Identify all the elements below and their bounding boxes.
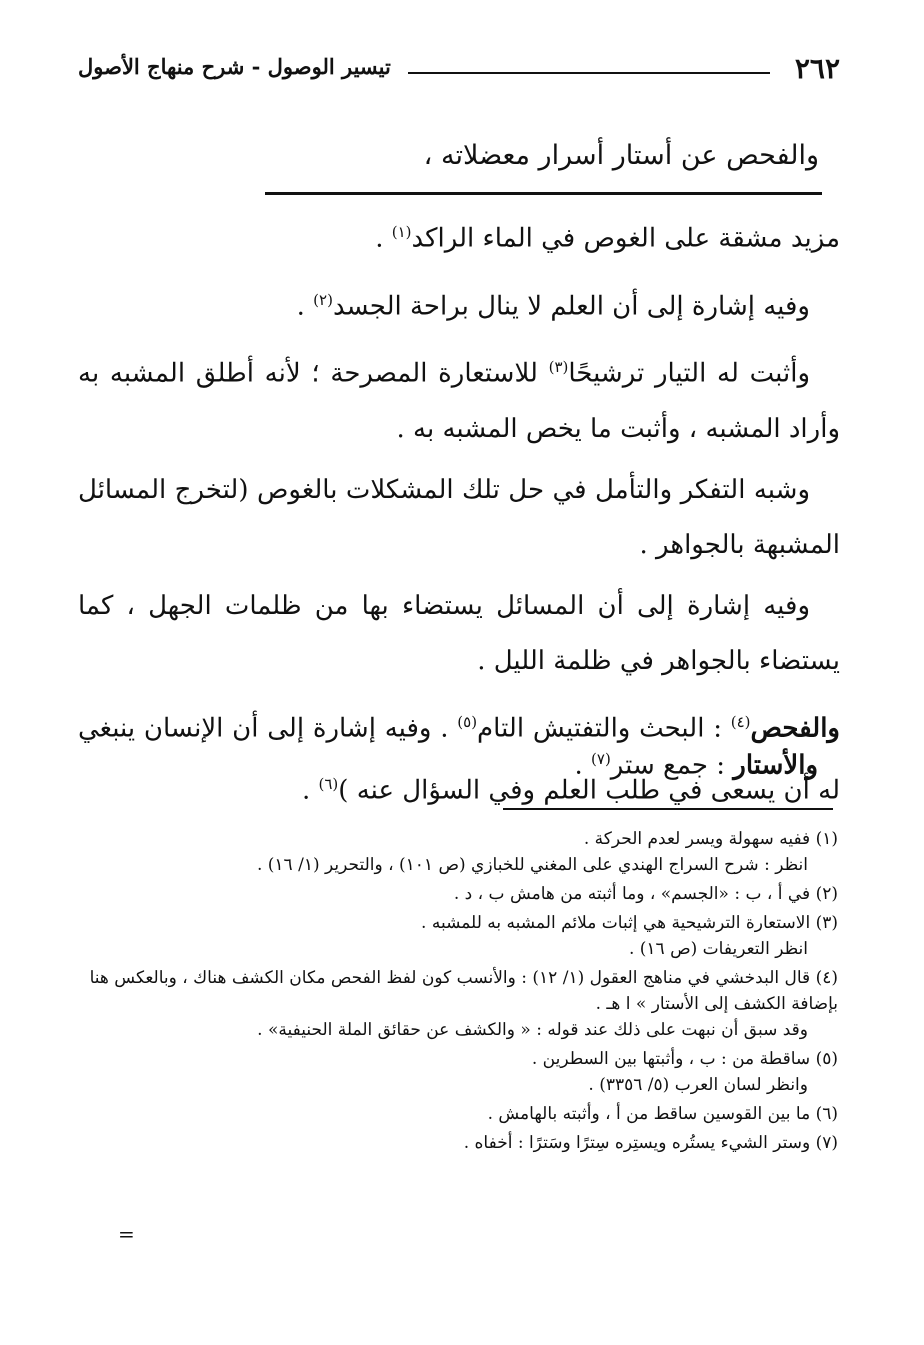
footnote-4-line-1: (٤) قال البدخشي في مناهج العقول (١/ ١٢) : والأنسب كون لفظ الفحص مكان الكشف هناك ، وبالعكس هنا بإضافة الكشف إلى الأستار » ا هـ . [89,968,838,1014]
paragraph-2 [78,273,840,335]
footnote-4-line-2: وقد سبق أن نبهت على ذلك عند قوله : « والكشف عن حقائق الملة الحنيفية» . [257,1020,808,1040]
footnotes [78,826,838,1159]
p1-end: . [375,223,392,254]
term-astar: والأستار [733,750,818,781]
paragraph-1 [78,205,840,267]
page-number: ٢٦٢ [794,52,840,85]
footnote-4 [78,965,838,1043]
footnote-ref-4: (٤) [730,712,751,731]
footnote-ref-7: (٧) [591,750,611,768]
footnote-1-line-2: انظر : شرح السراج الهندي على المغني للخبازي (ص ١٠١) ، والتحرير (١/ ١٦) . [256,855,808,875]
footnote-ref-3: (٣) [548,358,569,377]
paragraph-5: وفيه إشارة إلى أن المسائل يستضاء بها من ظلمات الجهل ، كما يستضاء بالجواهر في ظلمة الليل . [78,590,840,676]
p7-text: : جمع ستر [610,750,734,781]
footnote-1 [78,826,838,878]
p3-text-a: وأثبت له التيار ترشيحًا [568,358,810,389]
p3-text-b: للاستعارة المصرحة ؛ لأنه أطلق المشبه به وأراد المشبه ، وأثبت ما يخص المشبه به . [78,358,840,444]
footnote-5-line-2: وانظر لسان العرب (٥/ ٣٣٥٦) . [588,1075,808,1095]
footnote-ref-1: (١) [391,223,412,241]
commentary-text [78,205,840,824]
footnote-ref-5: (٥) [457,712,478,731]
footnote-ref-2: (٢) [313,290,333,309]
footnote-ref-6: (٦) [318,774,339,793]
verse-line: والفحص عن أستار أسرار معضلاته ، [423,140,819,171]
footnote-3-line-1: (٣) الاستعارة الترشيحية هي إثبات ملائم المشبه به للمشبه . [421,913,838,933]
p2-end: . [296,291,314,322]
footnote-7: (٧) وستر الشيء يستُره ويستِره سِترًا وسَترًا : أخفاه . [463,1133,838,1153]
running-title: تيسير الوصول - شرح منهاج الأصول [78,54,391,79]
term-fahs: والفحص [750,713,840,744]
footnote-5-line-1: (٥) ساقطة من : ب ، وأثبتها بين السطرين . [531,1049,838,1069]
verse-rule [265,192,822,195]
footnote-separator [503,808,833,810]
footnote-3 [78,910,838,962]
paragraph-7 [574,750,818,781]
footnote-5 [78,1046,838,1098]
footnote-1-line-1: (١) ففيه سهولة ويسر لعدم الحركة . [583,829,838,849]
paragraph-4: وشبه التفكر والتأمل في حل تلك المشكلات بالغوص (لتخرج المسائل المشبهة بالجواهر . [78,474,840,560]
footnote-6: (٦) ما بين القوسين ساقط من أ ، وأثبته بالهامش . [487,1104,838,1124]
p6-text-a: : البحث والتفتيش التام [477,713,731,744]
paragraph-3 [78,340,840,457]
p7-end: . [574,750,592,781]
footnote-2: (٢) في أ ، ب : «الجسم» ، وما أثبته من هامش ب ، د . [453,884,838,904]
page-header [78,52,840,92]
p6-end: . [301,775,319,806]
p2-text: وفيه إشارة إلى أن العلم لا ينال براحة الجسد [332,291,810,322]
p6-text-b: . وفيه إشارة إلى أن الإنسان ينبغي له أن يسعى في طلب العلم وفي السؤال عنه ) [78,713,840,806]
continuation-mark: = [118,1222,135,1246]
header-rule [408,72,770,74]
p1-text: مزيد مشقة على الغوص في الماء الراكد [411,223,840,254]
footnote-3-line-2: انظر التعريفات (ص ١٦) . [628,939,808,959]
